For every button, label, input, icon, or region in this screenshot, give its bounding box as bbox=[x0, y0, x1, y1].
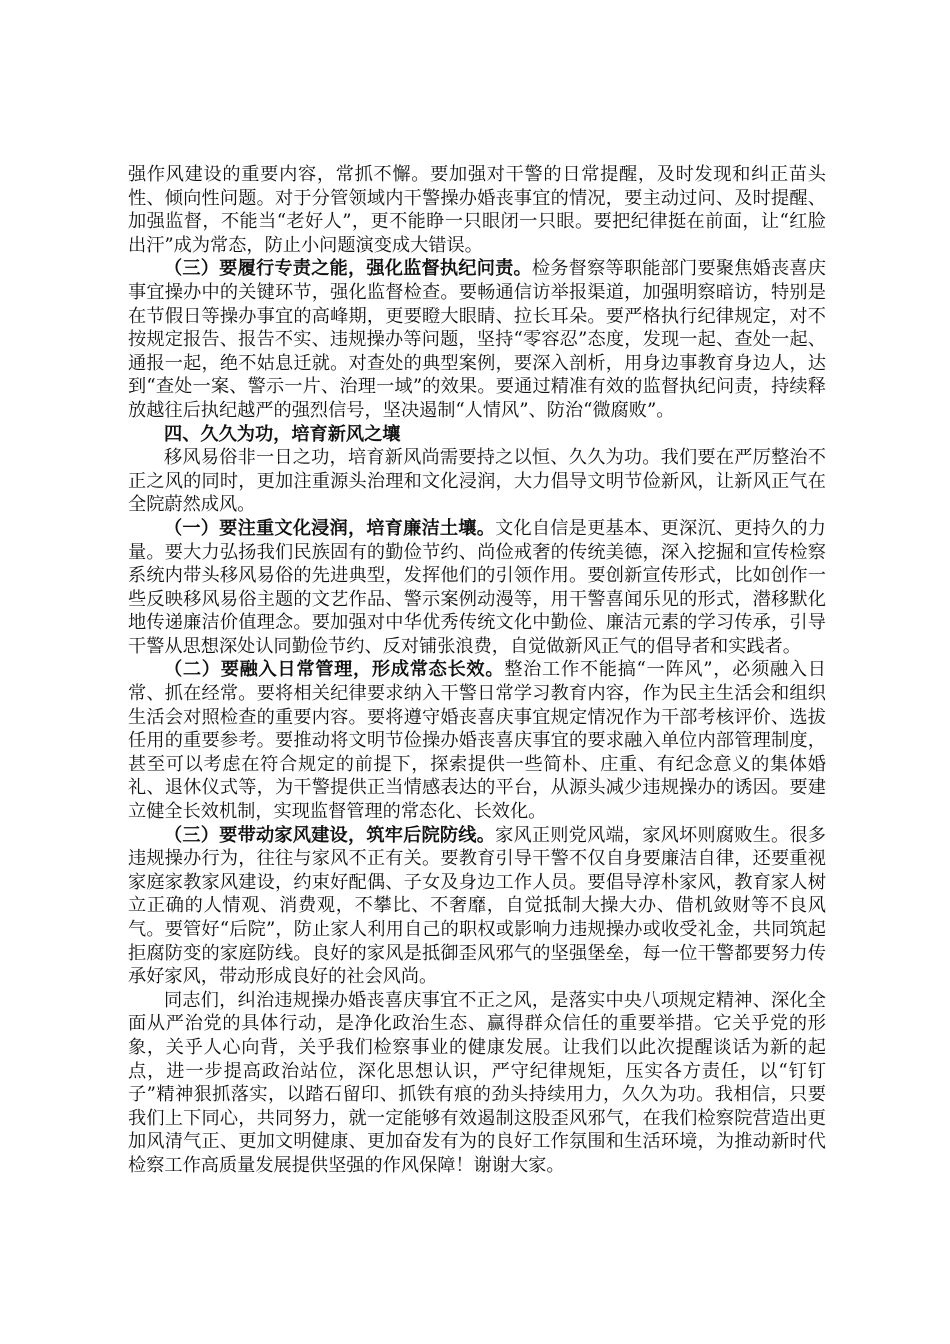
document-body bbox=[128, 163, 826, 1178]
paragraph-lead: （三）要履行专责之能，强化监督执纪问责。 bbox=[164, 258, 532, 280]
section-heading-four: 四、久久为功，培育新风之壤 bbox=[164, 423, 401, 445]
paragraph-lead: （一）要注重文化浸润，培育廉洁土壤。 bbox=[164, 517, 496, 539]
paragraph-text: 检务督察等职能部门要聚焦婚丧喜庆事宜操办中的关键环节，强化监督检查。要畅通信访举报渠道，加强明察暗访，特别是在节假日等操办事宜的高峰期，更要瞪大眼睛、拉长耳朵。要严格执行纪律规定，对不按规定报告、报告不实、违规操办等问题，坚持“零容忍”态度，发现一起、查处一起、通报一起，绝不姑息迁就。对查处的典型案例，要深入剖析，用身边事教育身边人，达到“查处一案、警示一片、治理一域”的效果。要通过精准有效的监督执纪问责，持续释放越往后执纪越严的强烈信号，坚决遏制“人情风”、防治“微腐败”。 bbox=[128, 258, 826, 421]
paragraph-culture bbox=[128, 517, 826, 659]
paragraph-text: 移风易俗非一日之功，培育新风尚需要持之以恒、久久为功。我们要在严厉整治不正之风的同时，更加注重源头治理和文化浸润，大力倡导文明节俭新风，让新风正气在全院蔚然成风。 bbox=[128, 447, 826, 516]
paragraph-management bbox=[128, 658, 826, 823]
paragraph-conclusion bbox=[128, 989, 826, 1178]
paragraph-text: 整治工作不能搞“一阵风”，必须融入日常、抓在经常。要将相关纪律要求纳入干警日常学习教育内容，作为民主生活会和组织生活会对照检查的重要内容。要将遵守婚丧喜庆事宜规定情况作为干部考核评价、选拔任用的重要参考。要推动将文明节俭操办婚丧喜庆事宜的要求融入单位内部管理制度，甚至可以考虑在符合规定的前提下，探索提供一些简朴、庄重、有纪念意义的集体婚礼、退休仪式等，为干警提供正当情感表达的平台，从源头减少违规操办的诱因。要建立健全长效机制，实现监督管理的常态化、长效化。 bbox=[128, 659, 826, 823]
paragraph-text: 文化自信是更基本、更深沉、更持久的力量。要大力弘扬我们民族固有的勤俭节约、尚俭戒奢的传统美德，深入挖掘和宣传检察系统内带头移风易俗的先进典型，发挥他们的引领作用。要创新宣传形式，比如创作一些反映移风易俗主题的文艺作品、警示案例动漫等，用干警喜闻乐见的形式，潜移默化地传递廉洁价值理念。要加强对中华优秀传统文化中勤俭、廉洁元素的学习传承，引导干警从思想深处认同勤俭节约、反对铺张浪费，自觉做新风正气的倡导者和实践者。 bbox=[128, 517, 826, 657]
paragraph-supervision bbox=[128, 257, 826, 422]
paragraph-lead: （二）要融入日常管理，形成常态长效。 bbox=[164, 659, 505, 681]
paragraph-intro bbox=[128, 446, 826, 517]
paragraph-text: 同志们，纠治违规操办婚丧喜庆事宜不正之风，是落实中央八项规定精神、深化全面从严治党的具体行动，是净化政治生态、赢得群众信任的重要举措。它关乎党的形象，关乎人心向背，关乎我们检察事业的健康发展。让我们以此次提醒谈话为新的起点，进一步提高政治站位，深化思想认识，严守纪律规矩，压实各方责任，以“钉钉子”精神狠抓落实，以踏石留印、抓铁有痕的劲头持续用力，久久为功。我相信，只要我们上下同心，共同努力，就一定能够有效遏制这股歪风邪气，在我们检察院营造出更加风清气正、更加文明健康、更加奋发有为的良好工作氛围和生活环境，为推动新时代检察工作高质量发展提供坚强的作风保障！谢谢大家。 bbox=[128, 989, 826, 1176]
paragraph-text: 强作风建设的重要内容，常抓不懈。要加强对干警的日常提醒，及时发现和纠正苗头性、倾向性问题。对于分管领域内干警操办婚丧事宜的情况，要主动过问、及时提醒、加强监督，不能当“老好人”，更不能睁一只眼闭一只眼。要把纪律挺在前面，让“红脸出汗”成为常态，防止小问题演变成大错误。 bbox=[128, 164, 826, 256]
paragraph-continued bbox=[128, 163, 826, 257]
paragraph-family bbox=[128, 824, 826, 989]
paragraph-lead: （三）要带动家风建设，筑牢后院防线。 bbox=[164, 824, 496, 846]
paragraph-text: 家风正则党风端，家风坏则腐败生。很多违规操办行为，往往与家风不正有关。要教育引导干警不仅自身要廉洁自律，还要重视家庭家教家风建设，约束好配偶、子女及身边工作人员。要倡导淳朴家风，教育家人树立正确的人情观、消费观，不攀比、不奢靡，自觉抵制大操大办、借机敛财等不良风气。要管好“后院”，防止家人利用自己的职权或影响力违规操办或收受礼金，共同筑起拒腐防变的家庭防线。良好的家风是抵御歪风邪气的坚强堡垒，每一位干警都要努力传承好家风，带动形成良好的社会风尚。 bbox=[128, 824, 826, 988]
